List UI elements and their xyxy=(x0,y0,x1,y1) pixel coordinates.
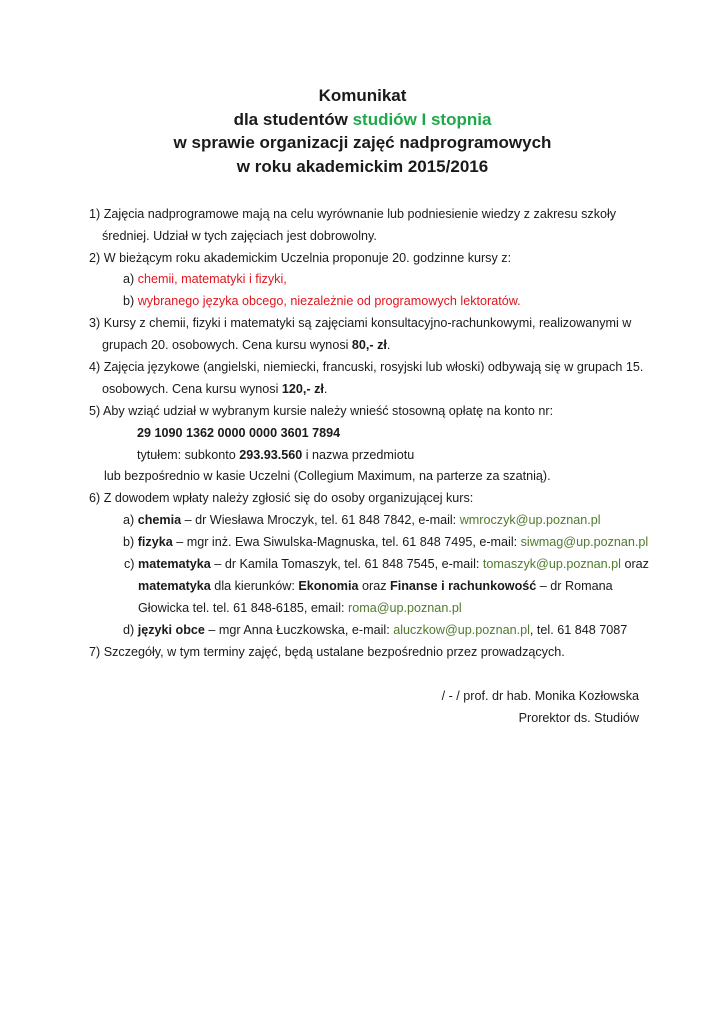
contact-matematyka-text: – dr Kamila Tomaszyk, tel. 61 848 7545, e-mail: xyxy=(210,557,483,571)
item-5-line-4: lub bezpośrednio w kasie Uczelni (Collegium Maximum, na parterze za szatnią). xyxy=(104,469,551,483)
contact-matematyka3-text: Głowicka tel. tel. 61 848-6185, email: xyxy=(138,601,349,615)
item-2b-text: wybranego języka obcego, niezależnie od programowych lektoratów. xyxy=(137,294,521,308)
email-link-tomaszyk[interactable]: tomaszyk@up.poznan.pl xyxy=(482,557,621,571)
item-3-line-2 xyxy=(102,337,390,353)
item-3-text: grupach 20. osobowych. Cena kursu wynosi xyxy=(102,338,352,352)
contact-chemia-text: – dr Wiesława Mroczyk, tel. 61 848 7842, e-mail: xyxy=(181,513,460,527)
email-link-aluczkow[interactable]: aluczkow@up.poznan.pl xyxy=(393,623,530,637)
contact-matematyka2-text2: oraz xyxy=(358,579,390,593)
contact-fizyka-prefix: b) xyxy=(123,535,138,549)
contact-matematyka-line-2 xyxy=(138,578,613,594)
item-5-line-3 xyxy=(137,447,414,463)
contact-jezyki-subject: języki obce xyxy=(137,623,205,637)
field-finanse: Finanse i rachunkowość xyxy=(390,579,537,593)
item-3-price: 80,- zł xyxy=(351,338,387,352)
contact-matematyka-prefix: c) xyxy=(124,557,138,571)
item-1-line-2: średniej. Udział w tych zajęciach jest dobrowolny. xyxy=(102,229,377,243)
item-4-line-1: 4) Zajęcia językowe (angielski, niemiecki, francuski, rosyjski lub włoski) odbywają się w grupach 15. xyxy=(89,360,644,374)
contact-matematyka-end: oraz xyxy=(620,557,649,571)
title-line-4: w roku akademickim 2015/2016 xyxy=(236,156,489,176)
contact-matematyka2-subject: matematyka xyxy=(138,579,211,593)
item-5-line-1: 5) Aby wziąć udział w wybranym kursie należy wnieść stosowną opłatę na konto nr: xyxy=(89,404,554,418)
contact-fizyka-subject: fizyka xyxy=(137,535,173,549)
contact-matematyka-line-3 xyxy=(138,600,462,616)
bank-account-number: 29 1090 1362 0000 0000 3601 7894 xyxy=(137,426,341,440)
contact-fizyka xyxy=(123,534,648,550)
item-2b xyxy=(123,293,521,309)
title-line-1: Komunikat xyxy=(318,86,407,105)
field-ekonomia: Ekonomia xyxy=(298,579,359,593)
signature-role: Prorektor ds. Studiów xyxy=(518,711,639,725)
page-title xyxy=(0,84,725,178)
contact-jezyki-prefix: d) xyxy=(123,623,138,637)
email-link-siwmag[interactable]: siwmag@up.poznan.pl xyxy=(520,535,649,549)
signature-name: / - / prof. dr hab. Monika Kozłowska xyxy=(441,689,639,703)
item-2-line-1: 2) W bieżącym roku akademickim Uczelnia proponuje 20. godzinne kursy z: xyxy=(89,251,512,265)
contact-chemia xyxy=(123,512,601,528)
item-4-text: osobowych. Cena kursu wynosi xyxy=(102,382,282,396)
contact-fizyka-text: – mgr inż. Ewa Siwulska-Magnuska, tel. 61 848 7495, e-mail: xyxy=(172,535,521,549)
item-2a-prefix: a) xyxy=(123,272,138,286)
item-4-price: 120,- zł xyxy=(281,382,324,396)
contact-jezyki xyxy=(123,622,627,638)
item-5-title-label: tytułem: subkonto xyxy=(137,448,240,462)
item-4-line-2 xyxy=(102,381,327,397)
title-highlight: studiów I stopnia xyxy=(352,109,492,129)
item-1-line-1: 1) Zajęcia nadprogramowe mają na celu wyrównanie lub podniesienie wiedzy z zakresu szkoły xyxy=(89,207,617,221)
item-3-end: . xyxy=(386,338,391,352)
contact-matematyka2-text3: – dr Romana xyxy=(536,579,613,593)
item-2a-text: chemii, matematyki i fizyki, xyxy=(137,272,287,286)
title-line-3: w sprawie organizacji zajęć nadprogramowych xyxy=(173,133,552,152)
item-7-line-1: 7) Szczegóły, w tym terminy zajęć, będą ustalane bezpośrednio przez prowadzących. xyxy=(89,645,565,659)
contact-matematyka2-text1: dla kierunków: xyxy=(210,579,299,593)
contact-matematyka-subject: matematyka xyxy=(138,557,211,571)
contact-jezyki-end: , tel. 61 848 7087 xyxy=(529,623,628,637)
title-line-2-prefix: dla studentów xyxy=(233,109,353,129)
item-3-line-1: 3) Kursy z chemii, fizyki i matematyki są zajęciami konsultacyjno-rachunkowymi, realizowanymi w xyxy=(89,316,632,330)
item-5-title-end: i nazwa przedmiotu xyxy=(302,448,415,462)
contact-chemia-subject: chemia xyxy=(137,513,182,527)
contact-chemia-prefix: a) xyxy=(123,513,138,527)
item-2b-prefix: b) xyxy=(123,294,138,308)
subaccount-number: 293.93.560 xyxy=(239,448,303,462)
email-link-wmroczyk[interactable]: wmroczyk@up.poznan.pl xyxy=(459,513,601,527)
item-4-end: . xyxy=(323,382,328,396)
item-6-line-1: 6) Z dowodem wpłaty należy zgłosić się do osoby organizującej kurs: xyxy=(89,491,474,505)
item-2a xyxy=(123,271,287,287)
contact-matematyka xyxy=(124,556,649,572)
contact-jezyki-text: – mgr Anna Łuczkowska, e-mail: xyxy=(204,623,394,637)
email-link-roma[interactable]: roma@up.poznan.pl xyxy=(348,601,462,615)
title-line-2 xyxy=(0,108,725,132)
